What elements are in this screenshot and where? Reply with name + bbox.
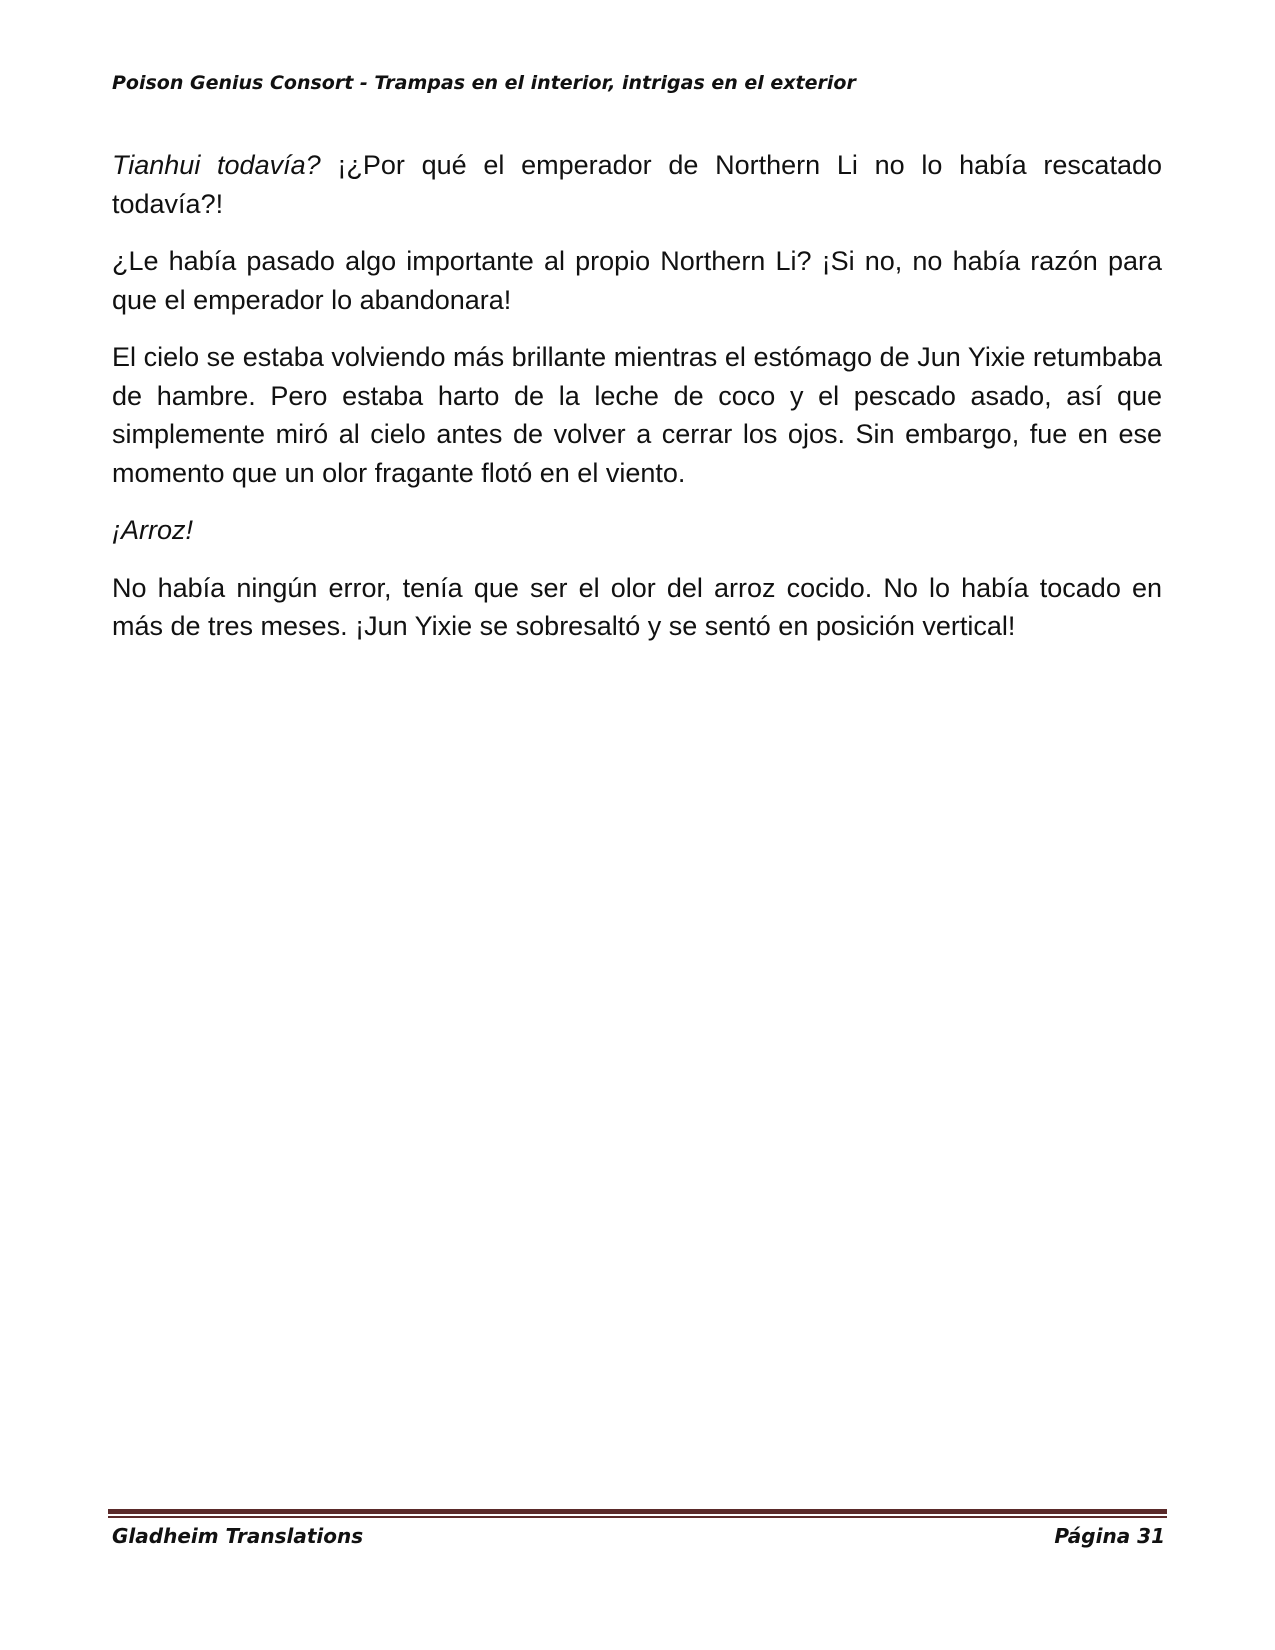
paragraph-1-text: ¡¿Por qué el emperador de Northern Li no lo había rescatado todavía?! [112, 150, 1162, 219]
footer-divider-thick [108, 1509, 1167, 1514]
paragraph-4 [112, 511, 1162, 550]
paragraph-2-text: ¿Le había pasado algo importante al propio Northern Li? ¡Si no, no había razón para que el emperador lo abandonara! [112, 246, 1162, 315]
paragraph-4-italic: ¡Arroz! [112, 515, 193, 545]
paragraph-1 [112, 146, 1162, 223]
footer-divider-thin [108, 1516, 1167, 1518]
footer-publisher: Gladheim Translations [112, 1524, 364, 1548]
paragraph-2 [112, 242, 1162, 319]
footer-page-number: Página 31 [1054, 1524, 1165, 1548]
paragraph-1-italic: Tianhui todavía? [112, 150, 321, 180]
paragraph-5 [112, 569, 1162, 646]
page-body [112, 146, 1162, 665]
paragraph-3-text: El cielo se estaba volviendo más brillante mientras el estómago de Jun Yixie retumbaba de hambre. Pero estaba harto de la leche de coco y el pescado asado, así que simplemente miró al cielo antes de volver a cerrar los ojos. Sin embargo, fue en ese momento que un olor fragante flotó en el viento. [112, 342, 1162, 488]
running-header: Poison Genius Consort - Trampas en el interior, intrigas en el exterior [112, 72, 856, 94]
paragraph-5-text: No había ningún error, tenía que ser el olor del arroz cocido. No lo había tocado en más de tres meses. ¡Jun Yixie se sobresaltó y se sentó en posición vertical! [112, 572, 1162, 641]
footer-divider [108, 1509, 1167, 1518]
paragraph-3 [112, 338, 1162, 492]
